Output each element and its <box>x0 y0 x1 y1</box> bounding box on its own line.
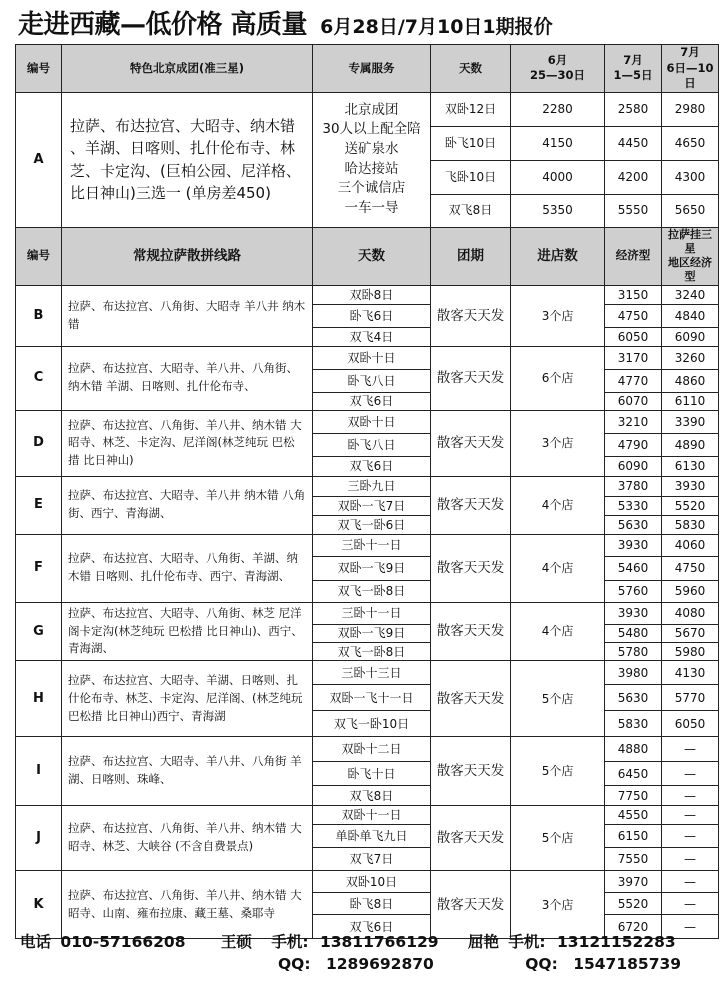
option-economy-price: 5830 <box>605 711 662 737</box>
row-route: 拉萨、布达拉宫、八角街、羊八井、纳木错 大昭寺、山南、雍布拉康、藏王墓、桑耶寺 <box>62 871 313 939</box>
option-days: 双卧12日 <box>431 92 511 126</box>
option-economy-price: 5630 <box>605 515 662 534</box>
option-economy-price: 4550 <box>605 806 662 825</box>
row-group: 散客天天发 <box>431 410 511 476</box>
header-period-3 <box>662 45 719 93</box>
row-code: C <box>16 346 62 410</box>
option-lhasa-price: 4060 <box>662 534 719 556</box>
qq1-number: 1289692870 <box>325 955 434 973</box>
header-period-3-line1: 7月 <box>680 45 700 59</box>
phone-label: 电话 <box>20 933 52 951</box>
option-lhasa-price: 3240 <box>662 285 719 304</box>
option-lhasa-price: 5980 <box>662 643 719 661</box>
option-lhasa-price: 4750 <box>662 556 719 580</box>
option-days: 三卧九日 <box>313 476 431 496</box>
row-shops: 6个店 <box>511 346 605 410</box>
option-lhasa-price: 3930 <box>662 476 719 496</box>
option-days: 双卧一飞7日 <box>313 496 431 515</box>
header2-economy: 经济型 <box>605 227 662 285</box>
row-shops: 5个店 <box>511 806 605 871</box>
header2-code: 编号 <box>16 227 62 285</box>
option-price-p3: 5650 <box>662 194 719 227</box>
row-code: I <box>16 737 62 806</box>
option-days: 双飞6日 <box>313 392 431 410</box>
option-lhasa-price: — <box>662 737 719 762</box>
option-price-p1: 4150 <box>511 126 605 160</box>
contact-line-1 <box>20 930 676 952</box>
option-lhasa-price: 5520 <box>662 496 719 515</box>
option-lhasa-price: — <box>662 786 719 806</box>
option-economy-price: 3210 <box>605 410 662 433</box>
header-period-2-line1: 7月 <box>623 52 643 67</box>
option-days: 单卧单飞九日 <box>313 825 431 848</box>
header-period-1 <box>511 45 605 93</box>
row-service-A <box>313 92 431 227</box>
option-days: 双飞6日 <box>313 456 431 476</box>
row-shops: 5个店 <box>511 661 605 737</box>
option-lhasa-price: 6050 <box>662 711 719 737</box>
option-lhasa-price: 5670 <box>662 624 719 642</box>
option-days: 双飞6日 <box>313 915 431 939</box>
option-price-p1: 5350 <box>511 194 605 227</box>
option-economy-price: 5760 <box>605 580 662 602</box>
row-group: 散客天天发 <box>431 476 511 534</box>
row-shops: 4个店 <box>511 476 605 534</box>
row-route: 拉萨、布达拉宫、大昭寺、羊八井、八角街 羊湖、日喀则、珠峰、 <box>62 737 313 806</box>
option-days: 双卧十日 <box>313 346 431 369</box>
option-days: 卧飞八日 <box>313 433 431 456</box>
option-days: 卧飞十日 <box>313 762 431 786</box>
option-days: 双飞8日 <box>431 194 511 227</box>
option-lhasa-price: — <box>662 915 719 939</box>
header2-route: 常规拉萨散拼线路 <box>62 227 313 285</box>
option-price-p2: 2580 <box>605 92 662 126</box>
option-lhasa-price: 5960 <box>662 580 719 602</box>
option-economy-price: 5520 <box>605 893 662 915</box>
option-price-p1: 4000 <box>511 160 605 194</box>
row-shops: 3个店 <box>511 285 605 346</box>
option-days: 双卧十一日 <box>313 806 431 825</box>
option-lhasa-price: 4890 <box>662 433 719 456</box>
service-line: 三个诚信店 <box>337 180 406 197</box>
header-service: 专属服务 <box>313 45 431 93</box>
option-price-p3: 4650 <box>662 126 719 160</box>
option-days: 双飞一卧6日 <box>313 515 431 534</box>
row-code: J <box>16 806 62 871</box>
header-period-2 <box>605 45 662 93</box>
row-code: F <box>16 534 62 602</box>
row-shops: 4个店 <box>511 534 605 602</box>
option-lhasa-price: 4130 <box>662 661 719 685</box>
option-days: 双飞一卧8日 <box>313 643 431 661</box>
option-lhasa-price: 4860 <box>662 369 719 392</box>
option-lhasa-price: 3260 <box>662 346 719 369</box>
service-line: 送矿泉水 <box>344 140 399 157</box>
header-period-3-line2: 6日—10日 <box>666 60 714 91</box>
option-days: 三卧十一日 <box>313 534 431 556</box>
option-days: 三卧十三日 <box>313 661 431 685</box>
option-price-p2: 4200 <box>605 160 662 194</box>
option-lhasa-price: — <box>662 893 719 915</box>
option-price-p2: 5550 <box>605 194 662 227</box>
option-lhasa-price: — <box>662 871 719 893</box>
option-economy-price: 4790 <box>605 433 662 456</box>
option-days: 双飞一卧10日 <box>313 711 431 737</box>
option-economy-price: 6070 <box>605 392 662 410</box>
row-route: 拉萨、布达拉宫、大昭寺、羊湖、日喀则、扎什伦布寺、林芝、卡定沟、尼洋阁、(林芝纯玩 巴松措 比日神山)西宁、青海湖 <box>62 661 313 737</box>
row-code: D <box>16 410 62 476</box>
option-lhasa-price: — <box>662 806 719 825</box>
row-group: 散客天天发 <box>431 806 511 871</box>
option-lhasa-price: 5830 <box>662 515 719 534</box>
option-days: 双飞7日 <box>313 848 431 871</box>
option-economy-price: 5630 <box>605 685 662 711</box>
option-days: 双飞8日 <box>313 786 431 806</box>
service-line: 北京成团 <box>344 101 399 118</box>
contact2-name: 屈艳 <box>467 933 499 951</box>
option-lhasa-price: — <box>662 825 719 848</box>
option-days: 双卧一飞9日 <box>313 556 431 580</box>
option-economy-price: 4880 <box>605 737 662 762</box>
option-lhasa-price: 6090 <box>662 327 719 346</box>
option-days: 双卧8日 <box>313 285 431 304</box>
header2-group: 团期 <box>431 227 511 285</box>
option-lhasa-price: 3390 <box>662 410 719 433</box>
row-route: 拉萨、布达拉宫、大昭寺、八角街、羊湖、纳木错 日喀则、扎什伦布寺、西宁、青海湖、 <box>62 534 313 602</box>
option-lhasa-price: 5770 <box>662 685 719 711</box>
row-shops: 3个店 <box>511 410 605 476</box>
option-economy-price: 3980 <box>605 661 662 685</box>
row-route: 拉萨、布达拉宫、八角街、大昭寺 羊八井 纳木错 <box>62 285 313 346</box>
row-code: E <box>16 476 62 534</box>
option-economy-price: 5480 <box>605 624 662 642</box>
option-economy-price: 3930 <box>605 602 662 624</box>
option-economy-price: 3780 <box>605 476 662 496</box>
header-period-2-line2: 1—5日 <box>613 68 653 83</box>
option-price-p3: 2980 <box>662 92 719 126</box>
row-group: 散客天天发 <box>431 737 511 806</box>
row-route-A: 拉萨、布达拉宫、大昭寺、纳木错 、羊湖、日喀则、扎什伦布寺、林芝、卡定沟、(巨柏公园、尼洋格、比日神山)三选一 (单房差450) <box>62 92 313 227</box>
service-line: 哈达接站 <box>344 160 399 177</box>
header2-days: 天数 <box>313 227 431 285</box>
service-line: 一车一导 <box>344 199 399 216</box>
row-route: 拉萨、布达拉宫、大昭寺、羊八井、八角街、纳木错 羊湖、日喀则、扎什伦布寺、 <box>62 346 313 410</box>
option-economy-price: 4770 <box>605 369 662 392</box>
option-days: 双卧一飞9日 <box>313 624 431 642</box>
row-code: G <box>16 602 62 660</box>
phone-number: 010-57166208 <box>60 933 186 951</box>
page-title <box>18 4 718 44</box>
option-days: 双卧十日 <box>313 410 431 433</box>
row-route: 拉萨、布达拉宫、大昭寺、羊八井 纳木错 八角街、西宁、青海湖、 <box>62 476 313 534</box>
service-line: 30人以上配全陪 <box>322 121 421 138</box>
row-group: 散客天天发 <box>431 285 511 346</box>
option-lhasa-price: 4840 <box>662 304 719 327</box>
option-economy-price: 5780 <box>605 643 662 661</box>
option-lhasa-price: — <box>662 848 719 871</box>
option-price-p2: 4450 <box>605 126 662 160</box>
option-economy-price: 3150 <box>605 285 662 304</box>
option-days: 三卧十一日 <box>313 602 431 624</box>
option-lhasa-price: 4080 <box>662 602 719 624</box>
row-group: 散客天天发 <box>431 602 511 660</box>
row-shops: 5个店 <box>511 737 605 806</box>
header-code: 编号 <box>16 45 62 93</box>
option-lhasa-price: 6130 <box>662 456 719 476</box>
header-days: 天数 <box>431 45 511 93</box>
row-shops: 3个店 <box>511 871 605 939</box>
option-economy-price: 6150 <box>605 825 662 848</box>
row-group: 散客天天发 <box>431 346 511 410</box>
row-route: 拉萨、布达拉宫、大昭寺、八角街、林芝 尼洋阁卡定沟(林芝纯玩 巴松措 比日神山)、西宁、青海湖、 <box>62 602 313 660</box>
option-days: 飞卧10日 <box>431 160 511 194</box>
row-code-A: A <box>16 92 62 227</box>
qq1-label: QQ: <box>278 955 311 973</box>
contact1-name: 王硕 <box>220 933 252 951</box>
row-group: 散客天天发 <box>431 871 511 939</box>
option-economy-price: 6050 <box>605 327 662 346</box>
option-economy-price: 3930 <box>605 534 662 556</box>
contact-line-2 <box>20 955 681 973</box>
row-code: H <box>16 661 62 737</box>
header2-shops: 进店数 <box>511 227 605 285</box>
row-code: B <box>16 285 62 346</box>
option-days: 卧飞8日 <box>313 893 431 915</box>
option-days: 卧飞八日 <box>313 369 431 392</box>
option-economy-price: 3970 <box>605 871 662 893</box>
row-route: 拉萨、布达拉宫、八角街、羊八井、纳木错 大昭寺、林芝、卡定沟、尼洋阁(林芝纯玩 巴松措 比日神山) <box>62 410 313 476</box>
price-table <box>15 44 719 939</box>
option-economy-price: 7750 <box>605 786 662 806</box>
contact1-mobile-label: 手机: <box>271 933 309 951</box>
contact2-mobile-label: 手机: <box>508 933 546 951</box>
contact2-mobile: 13121152283 <box>557 933 676 951</box>
title-main: 走进西藏—低价格 高质量 <box>18 10 308 40</box>
option-days: 双卧一飞十一日 <box>313 685 431 711</box>
option-price-p1: 2280 <box>511 92 605 126</box>
option-economy-price: 4750 <box>605 304 662 327</box>
option-days: 卧飞6日 <box>313 304 431 327</box>
header-route: 特色北京成团(准三星) <box>62 45 313 93</box>
option-days: 双卧10日 <box>313 871 431 893</box>
option-days: 双飞4日 <box>313 327 431 346</box>
row-group: 散客天天发 <box>431 534 511 602</box>
header2-lhasa-line: 拉萨挂三星 <box>668 227 713 255</box>
option-economy-price: 7550 <box>605 848 662 871</box>
option-lhasa-price: 6110 <box>662 392 719 410</box>
option-economy-price: 6450 <box>605 762 662 786</box>
header-period-1-line1: 6月 <box>547 52 568 67</box>
option-lhasa-price: — <box>662 762 719 786</box>
title-sub: 6月28日/7月10日1期报价 <box>320 16 553 38</box>
header2-lhasa <box>662 227 719 285</box>
option-economy-price: 5330 <box>605 496 662 515</box>
qq2-number: 1547185739 <box>573 955 682 973</box>
header2-lhasa-line: 地区经济型 <box>668 256 713 284</box>
option-economy-price: 6090 <box>605 456 662 476</box>
row-code: K <box>16 871 62 939</box>
row-route: 拉萨、布达拉宫、八角街、羊八井、纳木错 大昭寺、林芝、大峡谷 (不含自费景点) <box>62 806 313 871</box>
contact1-mobile: 13811766129 <box>319 933 439 951</box>
option-economy-price: 6720 <box>605 915 662 939</box>
option-economy-price: 5460 <box>605 556 662 580</box>
option-price-p3: 4300 <box>662 160 719 194</box>
qq2-label: QQ: <box>525 955 558 973</box>
row-group: 散客天天发 <box>431 661 511 737</box>
option-days: 双飞一卧8日 <box>313 580 431 602</box>
option-days: 双卧十二日 <box>313 737 431 762</box>
option-days: 卧飞10日 <box>431 126 511 160</box>
header-period-1-line2: 25—30日 <box>530 68 586 83</box>
option-economy-price: 3170 <box>605 346 662 369</box>
row-shops: 4个店 <box>511 602 605 660</box>
